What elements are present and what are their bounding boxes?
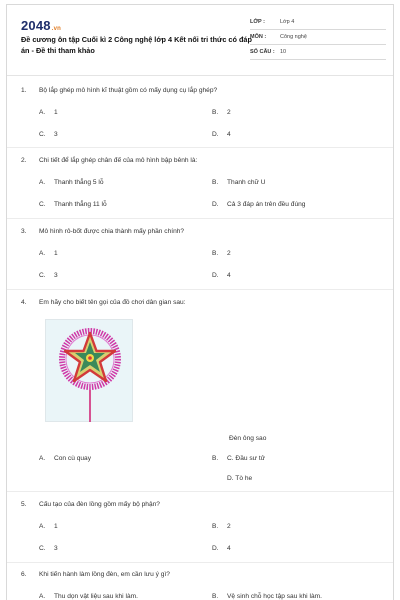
option-text: 2: [227, 109, 231, 116]
option-4-caption: [229, 435, 266, 442]
meta-row-count: [250, 45, 386, 60]
option-2a[interactable]: [39, 179, 104, 186]
question-divider: [7, 289, 393, 290]
option-text: Thanh thẳng 11 lỗ: [54, 201, 107, 208]
logo-text: 2048: [21, 18, 51, 33]
option-text: Con cù quay: [54, 455, 92, 462]
option-3a[interactable]: [39, 250, 58, 257]
option-text: Đèn ông sao: [229, 435, 267, 442]
option-text: 3: [54, 131, 58, 138]
document-title: Đề cương ôn tập Cuối kì 2 Công nghệ lớp 4 Kết nối tri thức có đáp án - Đề thi tham khảo: [21, 35, 252, 55]
option-label: B.: [212, 523, 219, 530]
question-number: 3.: [21, 228, 27, 235]
question-text: Cấu tạo của đèn lồng gồm mấy bộ phận?: [39, 501, 160, 508]
option-text: D. Tò he: [227, 475, 253, 482]
logo-suffix: .vn: [51, 26, 62, 32]
question-text: Khi tiến hành làm lồng đèn, em cần lưu ý gì?: [39, 571, 170, 578]
option-label: B.: [212, 179, 219, 186]
question-text: Bộ lắp ghép mô hình kĩ thuật gồm có mấy dụng cụ lắp ghép?: [39, 87, 218, 94]
option-text: Thanh thẳng 5 lỗ: [54, 179, 104, 186]
meta-row-subject: [250, 30, 386, 45]
option-label: B.: [212, 109, 219, 116]
option-5a[interactable]: [39, 523, 58, 530]
option-text: 1: [54, 250, 58, 257]
option-1b[interactable]: [212, 109, 231, 116]
meta-row-grade: [250, 15, 386, 30]
option-label: A.: [39, 593, 46, 600]
option-label: B.: [212, 250, 219, 257]
meta-value: Lớp 4: [280, 19, 295, 25]
option-label: B.: [212, 593, 219, 600]
option-label: C.: [39, 131, 46, 138]
document-page: [6, 4, 394, 600]
option-6b[interactable]: [212, 593, 322, 600]
option-6a[interactable]: [39, 593, 138, 600]
option-text: 2: [227, 523, 231, 530]
meta-value: 10: [280, 49, 287, 55]
option-label: C.: [39, 545, 46, 552]
question-1: [21, 87, 217, 94]
option-1a[interactable]: [39, 109, 58, 116]
question-6: [21, 571, 170, 578]
star-lantern-illustration: [46, 320, 134, 423]
option-text: 4: [227, 272, 231, 279]
option-label: C.: [39, 201, 46, 208]
question-text: Mô hình rô-bốt được chia thành mấy phần chính?: [39, 228, 185, 235]
question-divider: [7, 562, 393, 563]
option-text: Vệ sinh chỗ học tập sau khi làm.: [227, 593, 322, 600]
option-label: C.: [39, 272, 46, 279]
option-label: A.: [39, 179, 46, 186]
option-text: 4: [227, 131, 231, 138]
option-text: 2: [227, 250, 231, 257]
option-label: A.: [39, 455, 46, 462]
option-label: A.: [39, 250, 46, 257]
option-2d[interactable]: [212, 201, 305, 208]
question-number: 4.: [21, 299, 27, 306]
meta-table: [250, 15, 386, 60]
option-4a[interactable]: [39, 455, 91, 462]
option-label: D.: [212, 545, 219, 552]
option-label: D.: [212, 272, 219, 279]
meta-value: Công nghệ: [280, 34, 307, 40]
option-5d[interactable]: [212, 545, 231, 552]
option-3c[interactable]: [39, 272, 58, 279]
question-divider: [7, 147, 393, 148]
question-5: [21, 501, 160, 508]
option-2c[interactable]: [39, 201, 107, 208]
option-text: Thanh chữ U: [227, 179, 266, 186]
option-3b[interactable]: [212, 250, 231, 257]
option-text: C. Đầu sư tử: [227, 455, 266, 462]
option-4b[interactable]: [212, 455, 265, 462]
option-label: B.: [212, 455, 219, 462]
site-logo[interactable]: [21, 18, 61, 33]
option-label: D.: [212, 131, 219, 138]
question-number: 2.: [21, 157, 27, 164]
option-label: A.: [39, 109, 46, 116]
question-text: Em hãy cho biết tên gọi của đồ chơi dân gian sau:: [39, 299, 186, 306]
question-text: Chi tiết để lắp ghép chân đế của mô hình bập bênh là:: [39, 157, 198, 164]
header-divider: [7, 75, 393, 76]
meta-key: SỐ CÂU :: [250, 49, 275, 55]
option-label: D.: [212, 201, 219, 208]
question-4: [21, 299, 186, 306]
option-1d[interactable]: [212, 131, 231, 138]
question-number: 1.: [21, 87, 27, 94]
option-text: 3: [54, 545, 58, 552]
option-text: Thu dọn vật liệu sau khi làm.: [54, 593, 138, 600]
option-5b[interactable]: [212, 523, 231, 530]
option-3d[interactable]: [212, 272, 231, 279]
option-1c[interactable]: [39, 131, 58, 138]
question-number: 6.: [21, 571, 27, 578]
option-text: 1: [54, 109, 58, 116]
question-divider: [7, 491, 393, 492]
option-4d[interactable]: [227, 475, 252, 482]
star-lantern-image: [45, 319, 133, 422]
meta-key: MÔN :: [250, 34, 267, 40]
option-text: 1: [54, 523, 58, 530]
option-label: A.: [39, 523, 46, 530]
option-text: 3: [54, 272, 58, 279]
meta-key: LỚP :: [250, 19, 265, 25]
option-text: 4: [227, 545, 231, 552]
question-number: 5.: [21, 501, 27, 508]
question-2: [21, 157, 197, 164]
question-divider: [7, 218, 393, 219]
option-text: Cả 3 đáp án trên đều đúng: [227, 201, 306, 208]
option-2b[interactable]: [212, 179, 266, 186]
option-5c[interactable]: [39, 545, 58, 552]
document-header: [7, 5, 393, 71]
question-3: [21, 228, 184, 235]
